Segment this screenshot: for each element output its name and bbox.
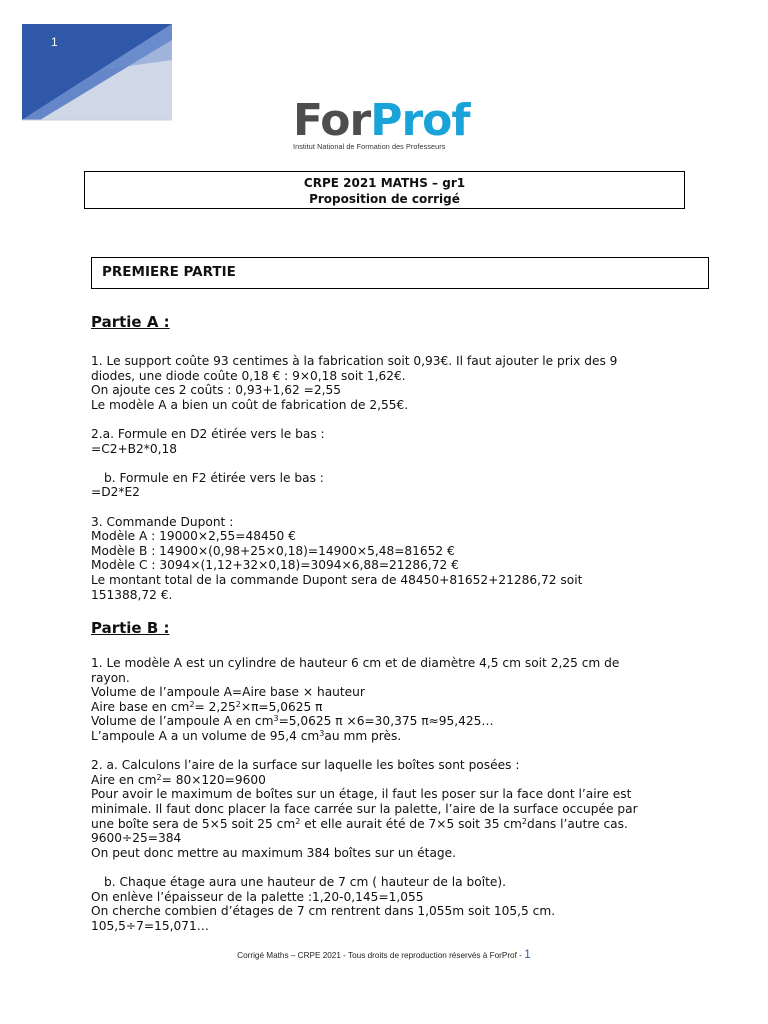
text-line: 2. a. Calculons l’aire de la surface sur laquelle les boîtes sont posées : [91, 758, 520, 773]
partie-a-heading: Partie A : [91, 313, 170, 331]
partie-a-q1 [91, 354, 691, 412]
text-line: 1. Le modèle A est un cylindre de hauteur 6 cm et de diamètre 4,5 cm soit 2,25 cm de [91, 656, 620, 671]
text-line: Pour avoir le maximum de boîtes sur un étage, il faut les poser sur la face dont l’aire est [91, 787, 632, 802]
text-line: 151388,72 €. [91, 587, 173, 602]
footer-text: Corrigé Maths – CRPE 2021 - Tous droits de reproduction réservés à ForProf - [237, 951, 522, 960]
text-line: une boîte sera de 5×5 soit 25 $cm^2$ et elle aurait été de 7×5 soit 35 $cm^2dans$ l’autre cas. [91, 816, 628, 831]
partie-a-q3 [91, 515, 691, 603]
document-body [91, 312, 691, 933]
text-line: 3. Commande Dupont : [91, 514, 234, 529]
text-line: On ajoute ces 2 coûts : 0,93+1,62 =2,55 [91, 383, 341, 398]
footer-page-number: 1 [524, 947, 531, 961]
text-line: 9600÷25=384 [91, 831, 182, 846]
partie-a-q2a [91, 427, 691, 456]
corner-decoration [0, 0, 180, 130]
text-line: Modèle C : 3094×(1,12+32×0,18)=3094×6,88=21286,72 € [91, 558, 459, 573]
text-line: Aire en $cm^2= 80\times 120=9600$ [91, 772, 266, 787]
part-heading: PREMIERE PARTIE [102, 264, 236, 280]
text-line: Modèle B : 14900×(0,98+25×0,18)=14900×5,48=81652 € [91, 543, 455, 558]
text-line: 105,5÷7=15,071… [91, 918, 209, 933]
title-line-1: CRPE 2021 MATHS – gr1 [303, 176, 466, 190]
text-line: 1. Le support coûte 93 centimes à la fabrication soit 0,93€. Il faut ajouter le prix des 9 [91, 354, 618, 368]
text-line: Modèle A : 19000×2,55=48450 € [91, 529, 296, 544]
text-line: Aire base en $cm^2= 2,25^2\times\pi=5,0625$ π [91, 699, 323, 714]
text-line: b. Chaque étage aura une hauteur de 7 cm ( hauteur de la boîte). [104, 875, 506, 889]
title-box [84, 171, 685, 209]
forprof-logo [293, 95, 470, 151]
page-footer [0, 947, 768, 961]
text-line: On peut donc mettre au maximum 384 boîtes sur un étage. [91, 845, 457, 860]
partie-b-heading: Partie B : [91, 619, 170, 638]
logo-for: For [293, 95, 371, 146]
text-line: Volume de l’ampoule A en $cm^3=5,0625$ π ×6=30,375 π≈95,425… [91, 714, 494, 729]
text-line: =C2+B2*0,18 [91, 441, 178, 456]
logo-subtitle: Institut National de Formation des Professeurs [293, 142, 446, 151]
text-line: On enlève l’épaisseur de la palette :1,20-0,145=1,055 [91, 889, 424, 904]
text-line: =D2*E2 [91, 485, 140, 500]
text-line: rayon. [91, 670, 130, 685]
part-heading-box [91, 257, 709, 289]
text-line: Le montant total de la commande Dupont sera de 48450+81652+21286,72 soit [91, 572, 583, 587]
text-line: Volume de l’ampoule A=Aire base × hauteur [91, 685, 365, 700]
text-line: minimale. Il faut donc placer la face carrée sur la palette, l’aire de la surface occupée par [91, 802, 638, 817]
page-number-top: 1 [51, 35, 58, 49]
text-line: b. Formule en F2 étirée vers le bas : [104, 470, 324, 485]
partie-b-q2a [91, 758, 691, 860]
text-line: diodes, une diode coûte 0,18 € : 9×0,18 soit 1,62€. [91, 368, 406, 383]
text-line: 2.a. Formule en D2 étirée vers le bas : [91, 426, 325, 441]
text-line: L’ampoule A a un volume de 95,4 $cm^3au$ mm près. [91, 729, 402, 744]
partie-b-q1 [91, 656, 691, 744]
title-line-2: Proposition de corrigé [309, 192, 460, 206]
logo-prof: Prof [370, 95, 470, 146]
partie-b-q2b [91, 875, 691, 933]
text-line: On cherche combien d’étages de 7 cm rentrent dans 1,055m soit 105,5 cm. [91, 904, 556, 919]
text-line: Le modèle A a bien un coût de fabrication de 2,55€. [91, 397, 409, 412]
partie-a-q2b [91, 471, 691, 500]
